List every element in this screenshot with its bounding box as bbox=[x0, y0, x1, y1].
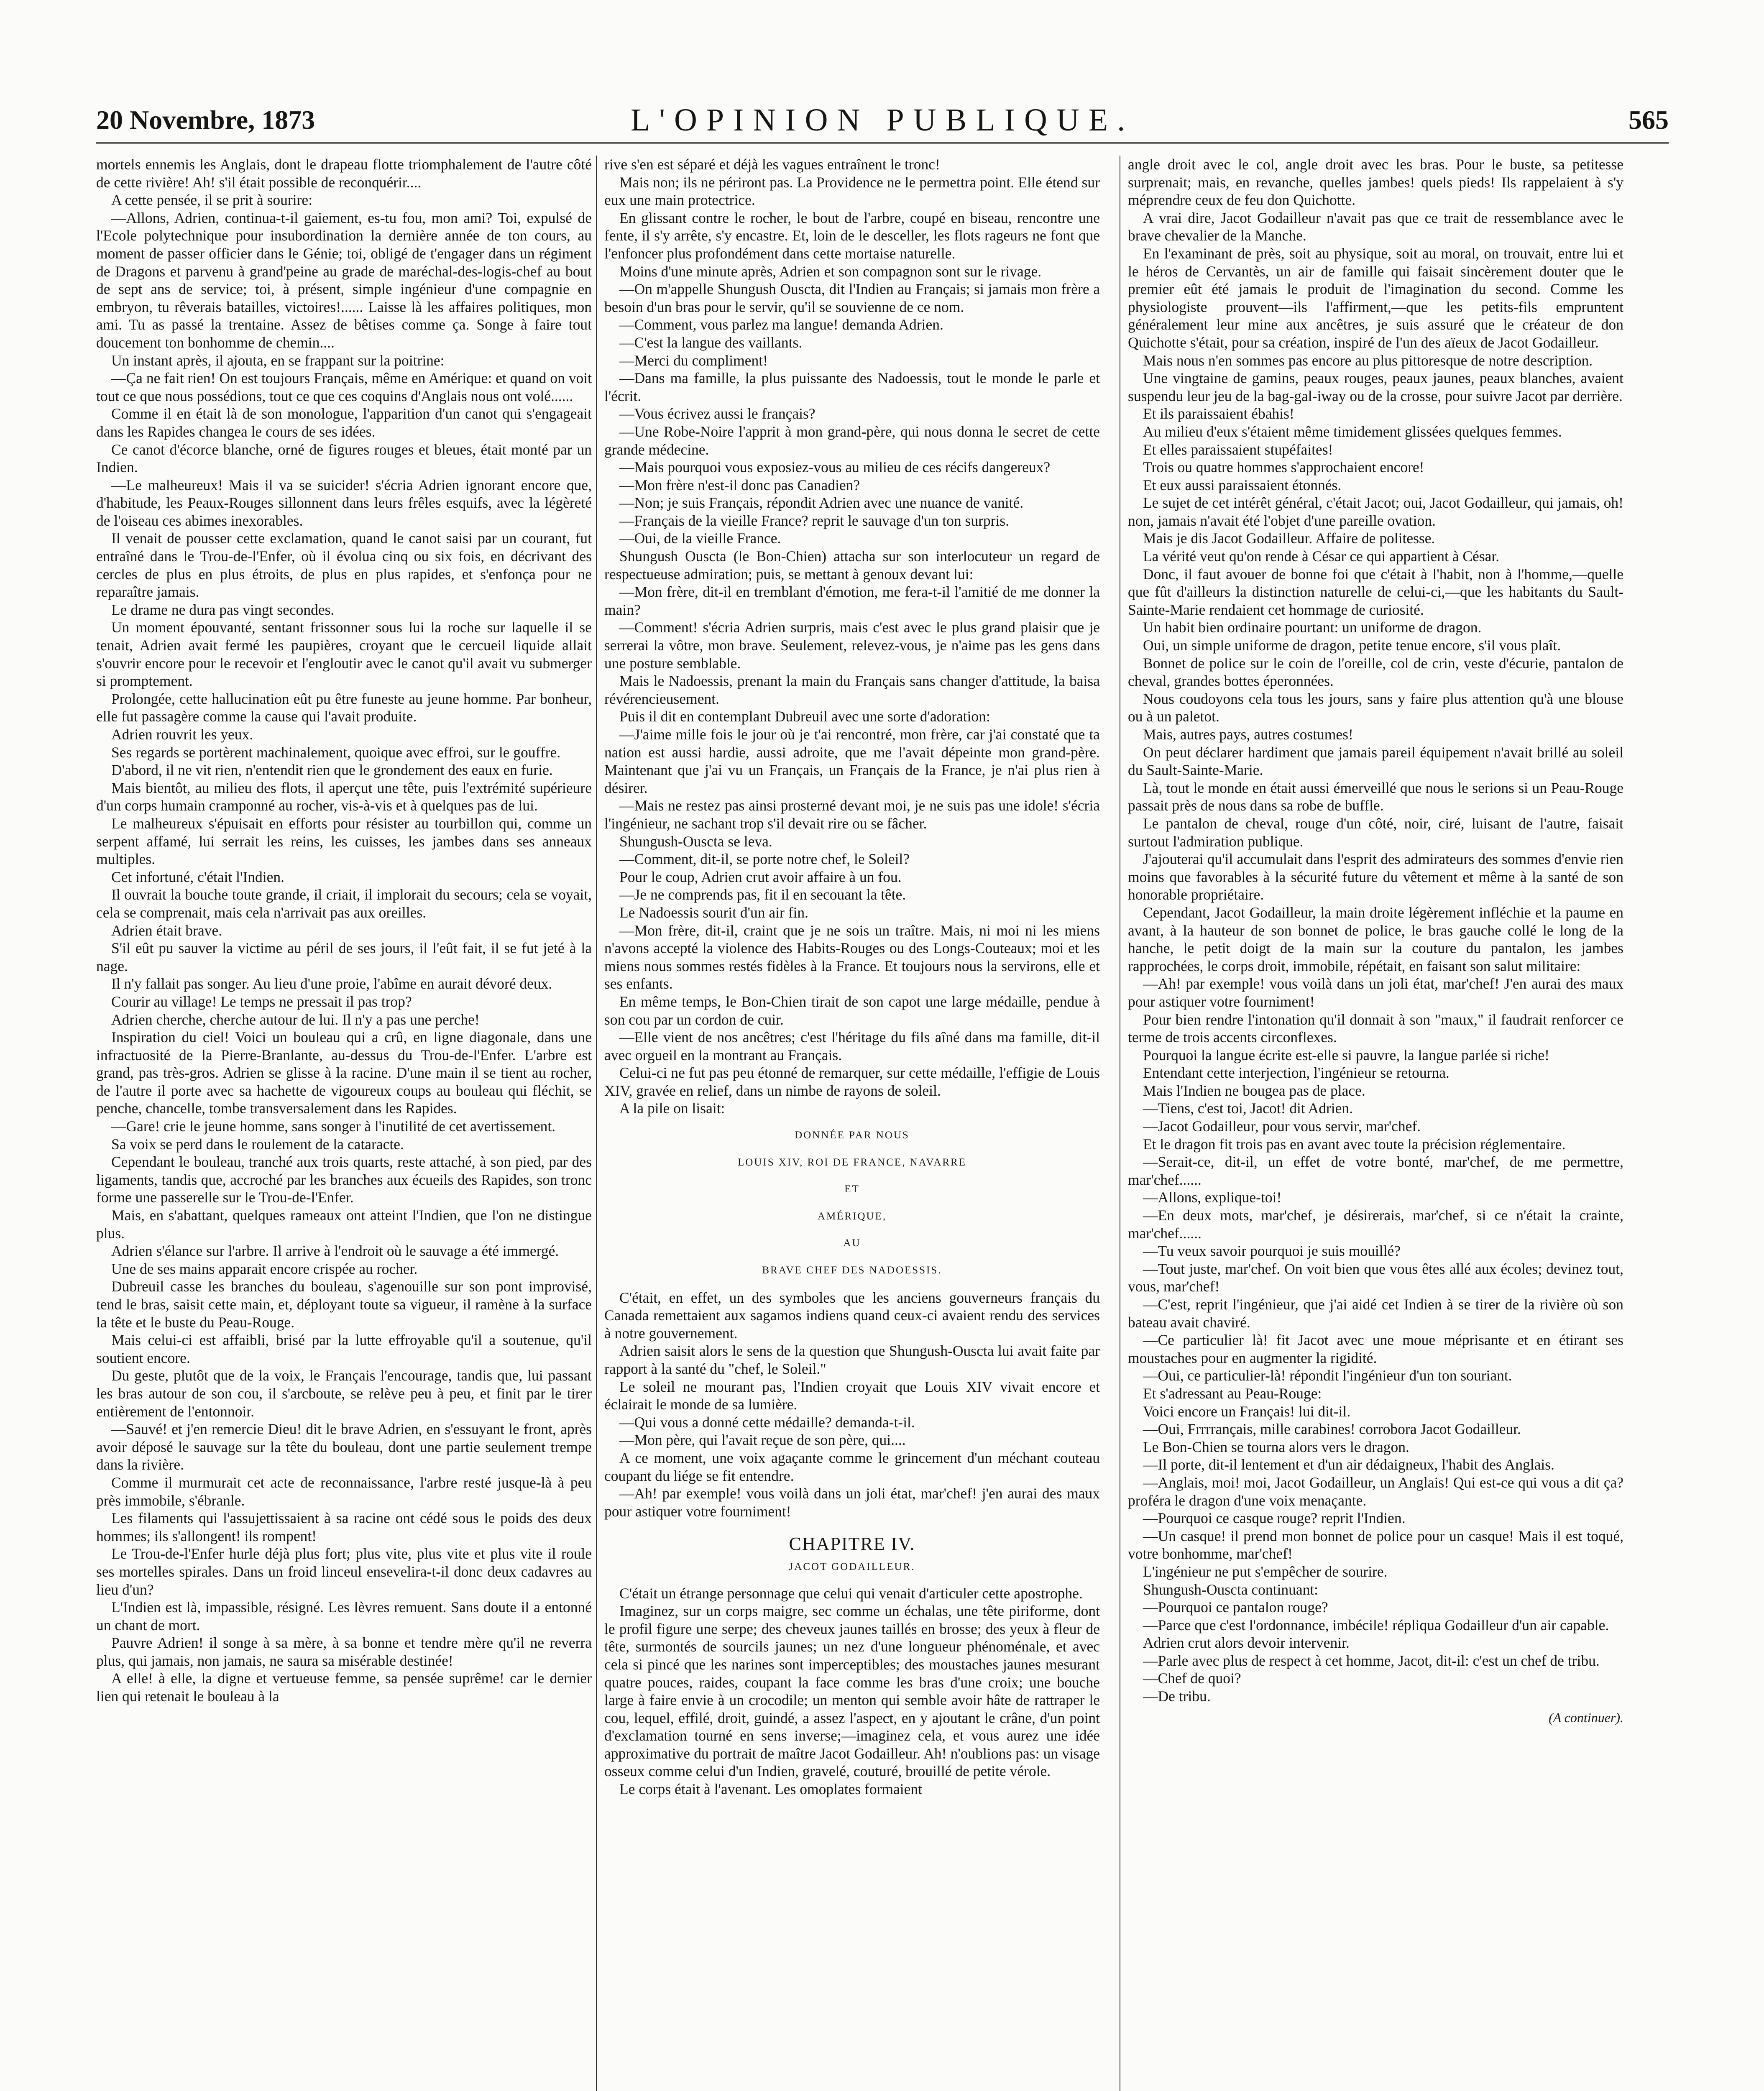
paragraph: —Non; je suis Français, répondit Adrien avec une nuance de vanité. bbox=[619, 494, 1024, 511]
paragraph: Mais bientôt, au milieu des flots, il aperçut une tête, puis l'extrémité supérieure d'un corps humain cramponné au rocher, vis-à-vis et à quelques pas de lui. bbox=[96, 779, 592, 814]
paragraph: —Elle vient de nos ancêtres; c'est l'héritage du fils aîné dans ma famille, dit-il avec orgueil en la montrant au Français. bbox=[604, 1029, 1100, 1063]
inscription-line: ET bbox=[844, 1184, 860, 1195]
paragraph: Mais nous n'en sommes pas encore au plus pittoresque de notre description. bbox=[1143, 352, 1593, 369]
paragraph: Comme il en était là de son monologue, l'apparition d'un canot qui s'engageait dans les Rapides changea le cours de ses idées. bbox=[96, 405, 592, 440]
paragraph: A la pile on lisait: bbox=[619, 1100, 725, 1117]
paragraph: Cet infortuné, c'était l'Indien. bbox=[111, 868, 285, 885]
paragraph: Sa voix se perd dans le roulement de la cataracte. bbox=[111, 1135, 404, 1153]
inscription-line: LOUIS XIV, ROI DE FRANCE, NAVARRE bbox=[738, 1156, 966, 1168]
paragraph: Shungush-Ouscta continuant: bbox=[1143, 1581, 1319, 1598]
paragraph: Les filaments qui l'assujettissaient à sa racine ont cédé sous le poids des deux hommes; ils s'allongent! ils rompent! bbox=[96, 1510, 592, 1544]
paragraph: —J'aime mille fois le jour où je t'ai rencontré, mon frère, car j'ai constaté que ta nation est aussi hardie, aussi adroite, que me l'avait dépeinte mon grand-père. Maintenant que j'ai vu un Français, un Français de la France, je n'ai plus rien à désirer. bbox=[604, 726, 1100, 796]
column-1 bbox=[96, 156, 592, 2091]
paragraph: —Chef de quoi? bbox=[1143, 1670, 1241, 1687]
paragraph: —Une Robe-Noire l'apprit à mon grand-père, qui nous donna le secret de cette grande médecine. bbox=[604, 423, 1100, 458]
paragraph: angle droit avec le col, angle droit avec les bras. Pour le buste, sa petitesse surprenait; mais, en revanche, quelles jambes! quels pieds! Ils rappelaient à s'y méprendre ceux de feu don Quichotte. bbox=[1128, 156, 1623, 209]
paragraph: Une vingtaine de gamins, peaux rouges, peaux jaunes, peaux blanches, avaient suspendu leur jeu de la bag-gal-iway ou de la crosse, pour suivre Jacot par derrière. bbox=[1128, 370, 1623, 404]
paragraph: Mais l'Indien ne bougea pas de place. bbox=[1143, 1082, 1365, 1099]
paragraph: Au milieu d'eux s'étaient même timidement glissées quelques femmes. bbox=[1143, 423, 1562, 440]
paragraph: Le sujet de cet intérêt général, c'était Jacot; oui, Jacot Godailleur, qui jamais, oh! non, jamais n'avait été l'objet d'une pareille ovation. bbox=[1128, 494, 1623, 529]
paragraph: Un instant après, il ajouta, en se frappant sur la poitrine: bbox=[111, 352, 445, 369]
paragraph: —En deux mots, mar'chef, je désirerais, mar'chef, si ce n'était la crainte, mar'chef...... bbox=[1128, 1207, 1623, 1242]
paragraph: A cette pensée, il se prit à sourire: bbox=[111, 192, 313, 209]
paragraph: Adrien cherche, cherche autour de lui. Il n'y a pas une perche! bbox=[111, 1011, 480, 1028]
paragraph: Une de ses mains apparait encore crispée au rocher. bbox=[111, 1260, 418, 1277]
paragraph: En même temps, le Bon-Chien tirait de son capot une large médaille, pendue à son cou par un cordon de cuir. bbox=[604, 993, 1100, 1028]
paragraph: Dubreuil casse les branches du bouleau, s'agenouille sur son pont improvisé, tend le bras, saisit cette main, et, déployant toute sa vigueur, il ramène à la surface la tête et le buste du Peau-Rouge. bbox=[96, 1278, 592, 1331]
paragraph: —Le malheureux! Mais il va se suicider! s'écria Adrien ignorant encore que, d'habitude, les Peaux-Rouges sillonnent dans leurs frêles esquifs, avec la légèreté de l'oiseau ces abimes inexorables. bbox=[96, 476, 592, 529]
inscription-line: AU bbox=[843, 1237, 861, 1249]
paragraph: Le soleil ne mourant pas, l'Indien croyait que Louis XIV vivait encore et éclairait le monde de sa lumière. bbox=[604, 1378, 1100, 1413]
paragraph: Il ouvrait la bouche toute grande, il criait, il implorait du secours; cela se voyait, cela se comprenait, mais cela n'arrivait pas aux oreilles. bbox=[96, 886, 592, 921]
paragraph: L'ingénieur ne put s'empêcher de sourire. bbox=[1143, 1563, 1388, 1580]
paragraph: Trois ou quatre hommes s'approchaient encore! bbox=[1143, 459, 1424, 476]
paragraph: —De tribu. bbox=[1143, 1688, 1211, 1705]
paragraph: —Il porte, dit-il lentement et d'un air dédaigneux, l'habit des Anglais. bbox=[1143, 1456, 1554, 1473]
paragraph: C'était, en effet, un des symboles que les anciens gouverneurs français du Canada remettaient aux sagamos indiens quand ceux-ci avaient rendu des services à notre gouvernement. bbox=[604, 1289, 1100, 1342]
paragraph: Il venait de pousser cette exclamation, quand le canot saisi par un courant, fut entraîné dans le Trou-de-l'Enfer, où il évolua cinq ou six fois, en décrivant des cercles de plus en plus étroits, de plus en plus rapides, et s'enfonça pour ne reparaître jamais. bbox=[96, 530, 592, 601]
paragraph: —Comment, vous parlez ma langue! demanda Adrien. bbox=[619, 316, 943, 333]
paragraph: mortels ennemis les Anglais, dont le drapeau flotte triomphalement de l'autre côté de cette rivière! Ah! s'il était possible de reconquérir.... bbox=[96, 156, 592, 191]
paragraph: —Merci du compliment! bbox=[619, 352, 768, 369]
paragraph: Shungush-Ouscta se leva. bbox=[619, 833, 772, 850]
paragraph: —Ce particulier là! fit Jacot avec une moue méprisante et en étirant ses moustaches pour en augmenter la rigidité. bbox=[1128, 1332, 1623, 1366]
column-2 bbox=[604, 156, 1100, 2091]
paragraph: —Tu veux savoir pourquoi je suis mouillé? bbox=[1143, 1242, 1401, 1260]
paragraph: —Allons, explique-toi! bbox=[1143, 1189, 1282, 1206]
paragraph: Adrien s'élance sur l'arbre. Il arrive à l'endroit où le sauvage a été immergé. bbox=[111, 1242, 559, 1260]
paragraph: —Un casque! il prend mon bonnet de police pour un casque! Mais il est toqué, votre bonhomme, mar'chef! bbox=[1128, 1527, 1623, 1562]
paragraph: Mais je dis Jacot Godailleur. Affaire de politesse. bbox=[1143, 530, 1435, 547]
paragraph: Mais celui-ci est affaibli, brisé par la lutte effroyable qu'il a soutenue, qu'il soutient encore. bbox=[96, 1332, 592, 1366]
paragraph: Là, tout le monde en était aussi émerveillé que nous le serions si un Peau-Rouge passait près de nous dans sa robe de buffle. bbox=[1128, 779, 1623, 814]
paragraph: Ses regards se portèrent machinalement, quoique avec effroi, sur le gouffre. bbox=[111, 744, 561, 761]
paragraph: —Comment, dit-il, se porte notre chef, le Soleil? bbox=[619, 851, 910, 868]
paragraph: Le Bon-Chien se tourna alors vers le dragon. bbox=[1143, 1438, 1409, 1455]
paragraph: Le pantalon de cheval, rouge d'un côté, noir, ciré, luisant de l'autre, faisait surtout l'admiration publique. bbox=[1128, 815, 1623, 850]
paragraph: Prolongée, cette hallucination eût pu être funeste au jeune homme. Par bonheur, elle fut passagère comme la cause qui l'avait produite. bbox=[96, 690, 592, 725]
paragraph: L'Indien est là, impassible, résigné. Les lèvres remuent. Sans doute il a entonné un chant de mort. bbox=[96, 1599, 592, 1633]
paragraph: Celui-ci ne fut pas peu étonné de remarquer, sur cette médaille, l'effigie de Louis XIV, gravée en relief, dans un nimbe de rayons de soleil. bbox=[604, 1064, 1100, 1099]
paragraph: —Je ne comprends pas, fit il en secouant la tête. bbox=[619, 886, 906, 903]
paragraph: A ce moment, une voix agaçante comme le grincement d'un méchant couteau coupant du liége se fit entendre. bbox=[604, 1449, 1100, 1484]
paragraph: —Comment! s'écria Adrien surpris, mais c'est avec le plus grand plaisir que je serrerai la vôtre, mon brave. Seulement, relevez-vous, je n'aime pas les gens dans une posture semblable. bbox=[604, 619, 1100, 672]
paragraph: A elle! à elle, la digne et vertueuse femme, sa pensée suprême! car le dernier lien qui retenait le bouleau à la bbox=[96, 1670, 592, 1705]
paragraph: —Français de la vieille France? reprit le sauvage d'un ton surpris. bbox=[619, 512, 1010, 529]
paragraph: Adrien était brave. bbox=[111, 922, 222, 939]
column-3 bbox=[1128, 156, 1623, 2091]
paragraph: C'était un étrange personnage que celui qui venait d'articuler cette apostrophe. bbox=[619, 1585, 1083, 1602]
paragraph: —Serait-ce, dit-il, un effet de votre bonté, mar'chef, de me permettre, mar'chef...... bbox=[1128, 1153, 1623, 1188]
paragraph: Moins d'une minute après, Adrien et son compagnon sont sur le rivage. bbox=[619, 263, 1042, 280]
paragraph: —Tout juste, mar'chef. On voit bien que vous êtes allé aux écoles; devinez tout, vous, mar'chef! bbox=[1128, 1260, 1623, 1295]
paragraph: Le Trou-de-l'Enfer hurle déjà plus fort; plus vite, plus vite et plus vite il roule ses mortelles spirales. Dans un froid linceul ensevelira-t-il donc deux cadavres au lieu d'un? bbox=[96, 1545, 592, 1598]
paragraph: —Ça ne fait rien! On est toujours Français, même en Amérique: et quand on voit tout ce que nous possédions, tout ce que ces coquins d'Anglais nous ont volé...... bbox=[96, 370, 592, 404]
paragraph: Le drame ne dura pas vingt secondes. bbox=[111, 601, 335, 618]
paragraph: —Pourquoi ce casque rouge? reprit l'Indien. bbox=[1143, 1510, 1406, 1527]
paragraph: Et eux aussi paraissaient étonnés. bbox=[1143, 476, 1342, 493]
paragraph: Adrien rouvrit les yeux. bbox=[111, 726, 253, 743]
paragraph: Puis il dit en contemplant Dubreuil avec une sorte d'adoration: bbox=[619, 708, 990, 725]
paragraph: Et elles paraissaient stupéfaites! bbox=[1143, 441, 1333, 458]
paragraph: D'abord, il ne vit rien, n'entendit rien que le grondement des eaux en furie. bbox=[111, 762, 553, 779]
paragraph: —Mon frère, dit-il, craint que je ne sois un traître. Mais, ni moi ni les miens n'avons accepté la violence des Habits-Rouges ou des Longs-Couteaux; moi et les miens nous sommes restés fidèles à la France. Et toujours nous la servirons, elle et ses enfants. bbox=[604, 922, 1100, 992]
chapter-title: CHAPITRE IV. bbox=[789, 1534, 915, 1554]
paragraph: —Mon frère n'est-il donc pas Canadien? bbox=[619, 476, 860, 493]
paragraph: Imaginez, sur un corps maigre, sec comme un échalas, une tête piriforme, dont le profil figure une serpe; des cheveux jaunes taillés en brosse; des yeux à fleur de tête, surmontés de sourcils jaunes; un nez d'une longueur phénoménale, et avec cela si pincé que les narines sont imperceptibles; des moustaches jaunes mesurant quatre pouces, raides, coupant la face comme les bras d'une croix; une bouche large à faire envie à un crocodile; un menton qui semble avoir hâte de rattraper le cou, lequel, effilé, droit, guindé, a assez l'aspect, en y ajoutant le crâne, d'un point d'exclamation tourné en sens inverse;—imaginez cela, et vous aurez une idée approximative du portrait de maître Jacot Godailleur. Ah! n'oublions pas: un visage osseux comme celui d'un Indien, gravelé, couturé, brouillé de petite vérole. bbox=[604, 1603, 1100, 1780]
paragraph: Et le dragon fit trois pas en avant avec toute la précision réglementaire. bbox=[1143, 1135, 1566, 1153]
paragraph: Et s'adressant au Peau-Rouge: bbox=[1143, 1385, 1322, 1402]
paragraph: Un moment épouvanté, sentant frissonner sous lui la roche sur laquelle il se tenait, Adrien avait fermé les paupières, croyant que le cercueil liquide allait s'ouvrir encore pour le recevoir et l'engloutir avec le canot qu'il avait vu submerger si promptement. bbox=[96, 619, 592, 690]
paragraph: Adrien crut alors devoir intervenir. bbox=[1143, 1634, 1350, 1651]
paragraph: —Vous écrivez aussi le français? bbox=[619, 405, 816, 422]
paragraph: J'ajouterai qu'il accumulait dans l'esprit des admirateurs des sommes d'envie rien moins que favorables à la sécurité future du vêtement et même à la santé de son honorable propriétaire. bbox=[1128, 851, 1623, 903]
paragraph: —Dans ma famille, la plus puissante des Nadoessis, tout le monde le parle et l'écrit. bbox=[604, 370, 1100, 404]
inscription-line: BRAVE CHEF DES NADOESSIS. bbox=[762, 1265, 942, 1276]
paragraph: —Sauvé! et j'en remercie Dieu! dit le brave Adrien, en s'essuyant le front, après avoir déposé le sauvage sur la tête du bouleau, dont une partie seulement trempe dans la rivière. bbox=[96, 1421, 592, 1473]
paragraph: Entendant cette interjection, l'ingénieur se retourna. bbox=[1143, 1064, 1450, 1081]
paragraph: Du geste, plutôt que de la voix, le Français l'encourage, tandis que, lui passant les bras autour de son cou, il s'arcboute, se relève peu à peu, et finit par le tirer entièrement de l'entonnoir. bbox=[96, 1367, 592, 1420]
medal-inscription bbox=[604, 1127, 1100, 1280]
paragraph: —Oui, Frrrrançais, mille carabines! corrobora Jacot Godailleur. bbox=[1143, 1421, 1521, 1438]
paragraph: Mais non; ils ne périront pas. La Providence ne le permettra point. Elle étend sur eux une main protectrice. bbox=[604, 174, 1100, 209]
paragraph: Mais, autres pays, autres costumes! bbox=[1143, 726, 1353, 743]
paragraph: Pauvre Adrien! il songe à sa mère, à sa bonne et tendre mère qu'il ne reverra plus, qui jamais, non jamais, ne saura sa misérable destinée! bbox=[96, 1634, 592, 1669]
journal-title: L'OPINION PUBLIQUE. bbox=[630, 102, 1135, 138]
paragraph: Pourquoi la langue écrite est-elle si pauvre, la langue parlée si riche! bbox=[1143, 1046, 1549, 1063]
paragraph: Et ils paraissaient ébahis! bbox=[1143, 405, 1294, 422]
paragraph: Le Nadoessis sourit d'un air fin. bbox=[619, 904, 809, 921]
paragraph: A vrai dire, Jacot Godailleur n'avait pas que ce trait de ressemblance avec le brave chevalier de la Manche. bbox=[1128, 209, 1623, 244]
column-divider bbox=[596, 156, 597, 2091]
paragraph: Il n'y fallait pas songer. Au lieu d'une proie, l'abîme en aurait dévoré deux. bbox=[111, 975, 552, 992]
chapter-subtitle: JACOT GODAILLEUR. bbox=[789, 1561, 915, 1572]
paragraph: —C'est la langue des vaillants. bbox=[619, 334, 803, 351]
paragraph: —Gare! crie le jeune homme, sans songer à l'inutilité de cet avertissement. bbox=[111, 1118, 556, 1135]
continued-note: (A continuer). bbox=[1549, 1710, 1623, 1725]
paragraph: —Qui vous a donné cette médaille? demanda-t-il. bbox=[619, 1414, 915, 1431]
inscription-line: DONNÉE PAR NOUS bbox=[795, 1130, 910, 1141]
paragraph: —Oui, de la vieille France. bbox=[619, 530, 781, 547]
paragraph: —Ah! par exemple! vous voilà dans un joli état, mar'chef! J'en aurai des maux pour astiquer votre fourniment! bbox=[1128, 975, 1623, 1010]
paragraph: Un habit bien ordinaire pourtant: un uniforme de dragon. bbox=[1143, 619, 1482, 636]
paragraph: —Oui, ce particulier-là! répondit l'ingénieur d'un ton souriant. bbox=[1143, 1367, 1512, 1384]
paragraph: Shungush Ouscta (le Bon-Chien) attacha sur son interlocuteur un regard de respectueuse admiration; puis, se mettant à genoux devant lui: bbox=[604, 548, 1100, 583]
paragraph: —Ah! par exemple! vous voilà dans un joli état, mar'chef! j'en aurai des maux pour astiquer votre fourniment! bbox=[604, 1485, 1100, 1520]
paragraph: Donc, il faut avouer de bonne foi que c'était à l'habit, non à l'homme,—quelle que fût d'ailleurs la distinction naturelle de celui-ci,—que les habitants du Sault-Sainte-Marie rendaient cet hommage de curiosité. bbox=[1128, 565, 1623, 618]
paragraph: —Parle avec plus de respect à cet homme, Jacot, dit-il: c'est un chef de tribu. bbox=[1143, 1652, 1600, 1669]
paragraph: Cependant le bouleau, tranché aux trois quarts, reste attaché, à son pied, par des ligaments, tandis que, accroché par les branches aux écueils des Rapides, son tronc forme une passerelle sur le Trou-de-l'Enfer. bbox=[96, 1153, 592, 1206]
paragraph: Inspiration du ciel! Voici un bouleau qui a crû, en ligne diagonale, dans une infractuosité de la Pierre-Branlante, au-dessus du Trou-de-l'Enfer. L'arbre est grand, pas très-gros. Adrien se glisse à la racine. D'une main il se tient au rocher, de l'autre il porte avec sa hachette de vigoureux coups au bouleau qui fléchit, se penche, chancelle, tombe transversalement dans les Rapides. bbox=[96, 1029, 592, 1117]
paragraph: Ce canot d'écorce blanche, orné de figures rouges et bleues, était monté par un Indien. bbox=[96, 441, 592, 476]
paragraph: Pour le coup, Adrien crut avoir affaire à un fou. bbox=[619, 868, 902, 885]
paragraph: —C'est, reprit l'ingénieur, que j'ai aidé cet Indien à se tirer de la rivière où son bateau avait chaviré. bbox=[1128, 1296, 1623, 1331]
paragraph: Cependant, Jacot Godailleur, la main droite légèrement infléchie et la paume en avant, à la hauteur de son bonnet de police, le bras gauche collé le long de la hanche, le petit doigt de la main sur la couture du pantalon, les jambes rapprochées, le corps droit, immobile, répétait, en faisant son salut militaire: bbox=[1128, 904, 1623, 974]
paragraph: Mais le Nadoessis, prenant la main du Français sans changer d'attitude, la baisa révérencieusement. bbox=[604, 672, 1100, 707]
paragraph: En glissant contre le rocher, le bout de l'arbre, coupé en biseau, rencontre une fente, il s'y arrête, s'y encastre. Et, loin de le desceller, les flots rageurs ne font que l'enfoncer plus profondément dans cette mortaise naturelle. bbox=[604, 209, 1100, 262]
paragraph: —Mon père, qui l'avait reçue de son père, qui.... bbox=[619, 1431, 906, 1449]
paragraph: Le malheureux s'épuisait en efforts pour résister au tourbillon qui, comme un serpent affamé, lui serrait les reins, les cuisses, les jambes dans ses anneaux multiples. bbox=[96, 815, 592, 868]
header-rule bbox=[96, 142, 1669, 144]
paragraph: —Anglais, moi! moi, Jacot Godailleur, un Anglais! Qui est-ce qui vous a dit ça? proféra le dragon d'une voix menaçante. bbox=[1128, 1474, 1623, 1509]
paragraph: Nous coudoyons cela tous les jours, sans y faire plus attention qu'à une blouse ou à un paletot. bbox=[1128, 690, 1623, 725]
page-header bbox=[96, 95, 1669, 141]
paragraph: Courir au village! Le temps ne pressait il pas trop? bbox=[111, 993, 412, 1010]
paragraph: —Jacot Godailleur, pour vous servir, mar'chef. bbox=[1143, 1118, 1421, 1135]
paragraph: —Parce que c'est l'ordonnance, imbécile! répliqua Godailleur d'un air capable. bbox=[1143, 1616, 1609, 1633]
paragraph: En l'examinant de près, soit au physique, soit au moral, on trouvait, entre lui et le héros de Cervantès, un air de famille qui faisait sincèrement douter que le premier eût été jamais le produit de l'imagination du second. Comme les physiologiste prouvent—ils l'affirment,—que les petits-fils empruntent généralement leur mine aux ancêtres, je suis assuré que le créateur de don Quichotte s'était, pour sa création, inspiré de l'un des aïeux de Jacot Godailleur. bbox=[1128, 245, 1623, 351]
paragraph: Oui, un simple uniforme de dragon, petite tenue encore, s'il vous plaît. bbox=[1143, 637, 1561, 654]
paragraph: Mais, en s'abattant, quelques rameaux ont atteint l'Indien, que l'on ne distingue plus. bbox=[96, 1207, 592, 1242]
paragraph: —Allons, Adrien, continua-t-il gaiement, es-tu fou, mon ami? Toi, expulsé de l'Ecole polytechnique pour insubordination la dernière année de ton cours, au moment de passer officier dans le Génie; toi, obligé de t'engager dans un régiment de Dragons et parvenu à grand'peine au grade de maréchal-des-logis-chef au bout de sept ans de service; toi, à présent, simple ingénieur d'une compagnie en embryon, tu rêverais batailles, victoires!...... Laisse là les affaires politiques, mon ami. Tu as passé la trentaine. Assez de bêtises comme ça. Songe à faire tout doucement ton bonhomme de chemin.... bbox=[96, 209, 592, 351]
issue-date: 20 Novembre, 1873 bbox=[96, 105, 315, 135]
paragraph: —Tiens, c'est toi, Jacot! dit Adrien. bbox=[1143, 1100, 1353, 1117]
paragraph: Voici encore un Français! lui dit-il. bbox=[1143, 1403, 1351, 1420]
paragraph: S'il eût pu sauver la victime au péril de ses jours, il l'eût fait, il se fut jeté à la nage. bbox=[96, 940, 592, 974]
paragraph: Adrien saisit alors le sens de la question que Shungush-Ouscta lui avait faite par rapport à la santé du "chef, le Soleil." bbox=[604, 1342, 1100, 1377]
paragraph: —Mon frère, dit-il en tremblant d'émotion, me fera-t-il l'amitié de me donner la main? bbox=[604, 583, 1100, 618]
paragraph: Pour bien rendre l'intonation qu'il donnait à son "maux," il faudrait renforcer ce terme de trois accents circonflexes. bbox=[1128, 1011, 1623, 1046]
paragraph: —Mais pourquoi vous exposiez-vous au milieu de ces récifs dangereux? bbox=[619, 459, 1051, 476]
paragraph: Le corps était à l'avenant. Les omoplates formaient bbox=[619, 1781, 923, 1798]
page-number: 565 bbox=[1629, 105, 1669, 135]
paragraph: Bonnet de police sur le coin de l'oreille, col de crin, veste d'écurie, pantalon de cheval, grandes bottes éperonnées. bbox=[1128, 654, 1623, 690]
paragraph: —On m'appelle Shungush Ouscta, dit l'Indien au Français; si jamais mon frère a besoin d'un bras pour le servir, qu'il se souvienne de ce nom. bbox=[604, 281, 1100, 315]
paragraph: rive s'en est séparé et déjà les vagues entraînent le tronc! bbox=[604, 156, 940, 173]
paragraph: —Pourquoi ce pantalon rouge? bbox=[1143, 1599, 1328, 1616]
paragraph: On peut déclarer hardiment que jamais pareil équipement n'avait brillé au soleil du Sault-Sainte-Marie. bbox=[1128, 744, 1623, 779]
inscription-line: AMÉRIQUE, bbox=[817, 1210, 887, 1222]
paragraph: —Mais ne restez pas ainsi prosterné devant moi, je ne suis pas une idole! s'écria l'ingénieur, ne sachant trop s'il devait rire ou se fâcher. bbox=[604, 797, 1100, 832]
paragraph: Comme il murmurait cet acte de reconnaissance, l'arbre resté jusque-là à peu près immobile, s'ébranle. bbox=[96, 1474, 592, 1509]
paragraph: La vérité veut qu'on rende à César ce qui appartient à César. bbox=[1143, 548, 1500, 565]
